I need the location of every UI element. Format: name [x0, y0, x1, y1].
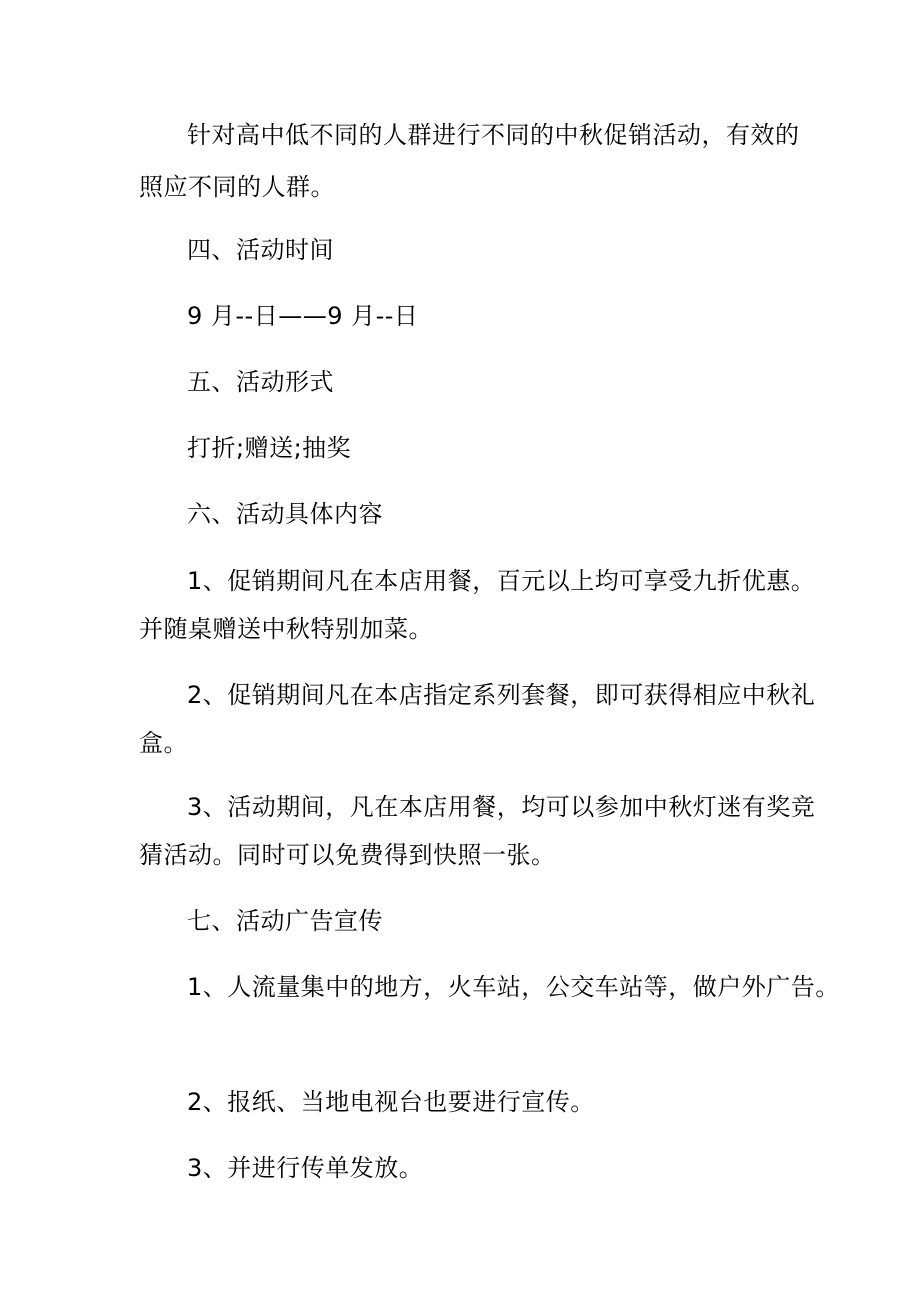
section-heading: 七、活动广告宣传	[187, 907, 383, 935]
paragraph-line: 针对高中低不同的人群进行不同的中秋促销活动，有效的	[187, 121, 800, 149]
paragraph-line: 1、人流量集中的地方，火车站，公交车站等，做户外广告。	[187, 973, 840, 1001]
paragraph-line: 2、报纸、当地电视台也要进行宣传。	[187, 1088, 595, 1116]
section-heading: 五、活动形式	[187, 368, 334, 396]
paragraph-line: 9 月--日——9 月--日	[187, 302, 419, 330]
paragraph-line: 照应不同的人群。	[139, 173, 335, 201]
paragraph-line: 并随桌赠送中秋特别加菜。	[139, 615, 433, 643]
section-heading: 四、活动时间	[187, 236, 334, 264]
paragraph-line: 猜活动。同时可以免费得到快照一张。	[139, 841, 556, 869]
paragraph-line: 1、促销期间凡在本店用餐，百元以上均可享受九折优惠。	[187, 567, 816, 595]
paragraph-line: 打折;赠送;抽奖	[187, 434, 352, 462]
section-heading: 六、活动具体内容	[187, 500, 383, 528]
paragraph-line: 3、活动期间，凡在本店用餐，均可以参加中秋灯迷有奖竞	[187, 793, 816, 821]
paragraph-line: 3、并进行传单发放。	[187, 1154, 424, 1182]
paragraph-line: 2、促销期间凡在本店指定系列套餐，即可获得相应中秋礼	[187, 681, 816, 709]
paragraph-line: 盒。	[139, 729, 188, 757]
